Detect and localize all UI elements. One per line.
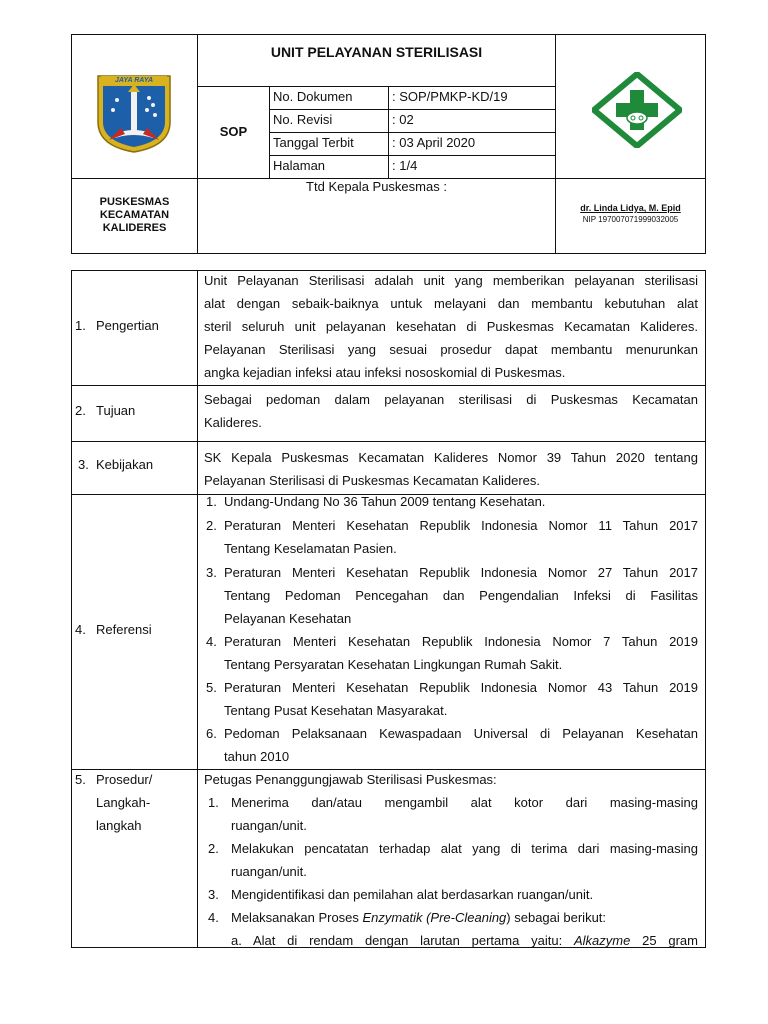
text-line: Sebagai pedoman dalam pelayanan sterilisasi di Puskesmas Kecamatan xyxy=(204,392,698,407)
procedure-step: Menerima dan/atau mengambil alat kotor dari masing-masing xyxy=(231,795,698,810)
org-name-line3: KALIDERES xyxy=(102,222,167,234)
list-number: 2. xyxy=(206,518,217,533)
meta-label-no-revisi: No. Revisi xyxy=(273,112,333,127)
step4-text-pre: Melaksanakan Proses xyxy=(231,910,363,925)
list-item: Tentang Persyaratan Kesehatan Lingkungan Rumah Sakit. xyxy=(224,657,563,672)
text-line: Pelayanan Sterilisasi yang sesuai prosedur dapat membantu menurunkan xyxy=(204,342,698,357)
substep-a-text-pre: Alat di rendam dengan larutan pertama yaitu: xyxy=(253,933,574,948)
list-item: Peraturan Menteri Kesehatan Republik Indonesia Nomor 43 Tahun 2019 xyxy=(224,680,698,695)
section-number-pengertian: 1. xyxy=(75,318,86,333)
list-number: 6. xyxy=(206,726,217,741)
jaya-raya-crest-logo xyxy=(95,70,173,154)
sop-label: SOP xyxy=(219,124,248,139)
section-number-prosedur: 5. xyxy=(75,772,86,787)
procedure-step: ruangan/unit. xyxy=(231,818,307,833)
meta-value-tanggal-terbit: : 03 April 2020 xyxy=(392,135,476,150)
substep-a-text-italic: Alkazyme xyxy=(573,933,631,948)
text-line: Unit Pelayanan Sterilisasi adalah unit yang memberikan pelayanan sterilisasi xyxy=(204,273,698,288)
meta-label-halaman: Halaman xyxy=(273,158,326,173)
list-number: a. xyxy=(231,933,242,948)
section-label-kebijakan: Kebijakan xyxy=(96,457,154,472)
section-label-tujuan: Tujuan xyxy=(96,403,136,418)
section-label-referensi: Referensi xyxy=(96,622,152,637)
procedure-step: Mengidentifikasi dan pemilahan alat berdasarkan ruangan/unit. xyxy=(231,887,594,902)
section-number-tujuan: 2. xyxy=(75,403,86,418)
step4-text-italic: Enzymatik (Pre-Cleaning xyxy=(362,910,507,925)
meta-value-halaman: : 1/4 xyxy=(392,158,418,173)
meta-label-tanggal-terbit: Tanggal Terbit xyxy=(273,135,354,150)
procedure-intro: Petugas Penanggungjawab Sterilisasi Puskesmas: xyxy=(204,772,497,787)
procedure-substep xyxy=(253,929,698,952)
document-title: UNIT PELAYANAN STERILISASI xyxy=(270,44,483,60)
list-item: Peraturan Menteri Kesehatan Republik Indonesia Nomor 27 Tahun 2017 xyxy=(224,565,698,580)
crest-lettering: JAYA RAYA xyxy=(114,77,154,84)
list-number: 1. xyxy=(208,795,219,810)
list-item: Tentang Keselamatan Pasien. xyxy=(224,541,397,556)
section-label-prosedur-line2: Langkah- xyxy=(96,795,151,810)
puskesmas-logo xyxy=(592,72,682,148)
meta-value-no-revisi: : 02 xyxy=(392,112,414,127)
text-line: Pelayanan Sterilisasi di Puskesmas Kecamatan Kalideres. xyxy=(204,473,541,488)
list-number: 1. xyxy=(206,494,217,509)
text-line: angka kejadian infeksi atau infeksi nososkomial di Puskesmas. xyxy=(204,365,566,380)
list-number: 2. xyxy=(208,841,219,856)
org-name-line1: PUSKESMAS xyxy=(99,196,170,208)
list-item: Tentang Pedoman Pencegahan dan Pengendalian Infeksi di Fasilitas xyxy=(224,588,698,603)
substep-a-text-post: 25 gram xyxy=(630,933,698,948)
list-item: Undang-Undang No 36 Tahun 2009 tentang Kesehatan. xyxy=(224,494,546,509)
procedure-step xyxy=(231,910,606,926)
section-number-kebijakan: 3. xyxy=(78,457,89,472)
section-label-pengertian: Pengertian xyxy=(96,318,159,333)
list-item: Pelayanan Kesehatan xyxy=(224,611,352,626)
list-number: 4. xyxy=(208,910,219,925)
list-number: 4. xyxy=(206,634,217,649)
signer-nip: NIP 197007071999032005 xyxy=(582,215,679,224)
list-item: Pedoman Pelaksanaan Kewaspadaan Universal di Pelayanan Kesehatan xyxy=(224,726,698,741)
text-line: alat dengan sebaik-baiknya untuk melayani dan membantu kebutuhan alat xyxy=(204,296,698,311)
section-label-prosedur-line1: Prosedur/ xyxy=(96,772,153,787)
list-number: 5. xyxy=(206,680,217,695)
step4-text-post: ) sebagai berikut: xyxy=(506,910,607,925)
list-number: 3. xyxy=(208,887,219,902)
section-number-referensi: 4. xyxy=(75,622,86,637)
signature-caption: Ttd Kepala Puskesmas : xyxy=(306,179,447,194)
text-line: SK Kepala Puskesmas Kecamatan Kalideres Nomor 39 Tahun 2020 tentang xyxy=(204,450,698,465)
signer-name: dr. Linda Lidya, M. Epid xyxy=(580,203,681,213)
section-label-prosedur-line3: langkah xyxy=(96,818,142,833)
list-item: Tentang Pusat Kesehatan Masyarakat. xyxy=(224,703,448,718)
text-line: Kalideres. xyxy=(204,415,262,430)
list-item: Peraturan Menteri Kesehatan Republik Indonesia Nomor 11 Tahun 2017 xyxy=(224,518,698,533)
org-name-line2: KECAMATAN xyxy=(99,209,170,221)
text-line: steril seluruh unit pelayanan kesehatan di Puskesmas Kecamatan Kalideres. xyxy=(204,319,698,334)
list-number: 3. xyxy=(206,565,217,580)
list-item: Peraturan Menteri Kesehatan Republik Indonesia Nomor 7 Tahun 2019 xyxy=(224,634,698,649)
meta-label-no-dokumen: No. Dokumen xyxy=(273,89,353,104)
procedure-step: Melakukan pencatatan terhadap alat yang di terima dari masing-masing xyxy=(231,841,698,856)
list-item: tahun 2010 xyxy=(224,749,290,764)
procedure-step: ruangan/unit. xyxy=(231,864,307,879)
meta-value-no-dokumen: : SOP/PMKP-KD/19 xyxy=(392,89,508,104)
